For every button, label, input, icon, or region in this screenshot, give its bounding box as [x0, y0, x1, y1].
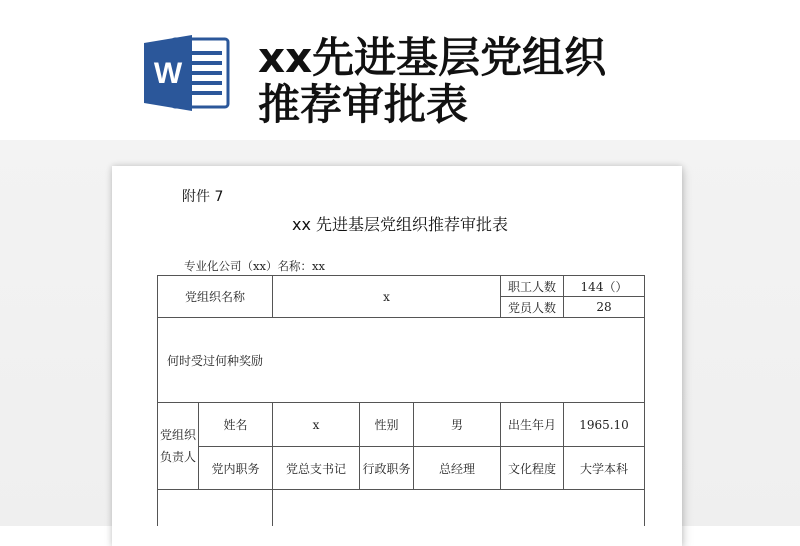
document-title: xx 先进基层党组织推荐审批表 — [291, 215, 509, 234]
staff-count-value: 144（） — [580, 279, 628, 294]
word-icon — [142, 33, 232, 113]
svg-text:W: W — [153, 57, 183, 90]
education-label: 文化程度 — [507, 461, 556, 476]
gender-value: 男 — [450, 418, 463, 432]
header-banner — [0, 0, 800, 140]
party-org-name-label: 党组织名称 — [184, 290, 245, 304]
party-post-value: 党总支书记 — [285, 461, 346, 476]
awards-label: 何时受过何种奖励 — [166, 353, 263, 368]
admin-post-label: 行政职务 — [362, 461, 411, 476]
awards-value — [273, 318, 644, 402]
leader-label: 党组织 负责人 — [159, 428, 196, 464]
hero-title: xx先进基层党组织 推荐审批表 — [258, 33, 607, 129]
birth-value: 1965.10 — [579, 417, 629, 432]
name-value: x — [312, 417, 320, 432]
member-count-value: 28 — [596, 300, 612, 314]
member-count-label: 党员人数 — [507, 300, 556, 315]
birth-label: 出生年月 — [507, 418, 556, 432]
gender-label: 性别 — [374, 418, 399, 432]
education-value: 大学本科 — [579, 461, 628, 476]
staff-count-label: 职工人数 — [507, 279, 556, 294]
name-label: 姓名 — [223, 418, 248, 432]
party-post-label: 党内职务 — [211, 461, 260, 476]
party-org-name-value: x — [383, 289, 390, 304]
org-name-line: 专业化公司（xx）名称：xx — [184, 259, 325, 273]
admin-post-value: 总经理 — [438, 461, 475, 476]
attachment-label: 附件 7 — [182, 189, 224, 205]
